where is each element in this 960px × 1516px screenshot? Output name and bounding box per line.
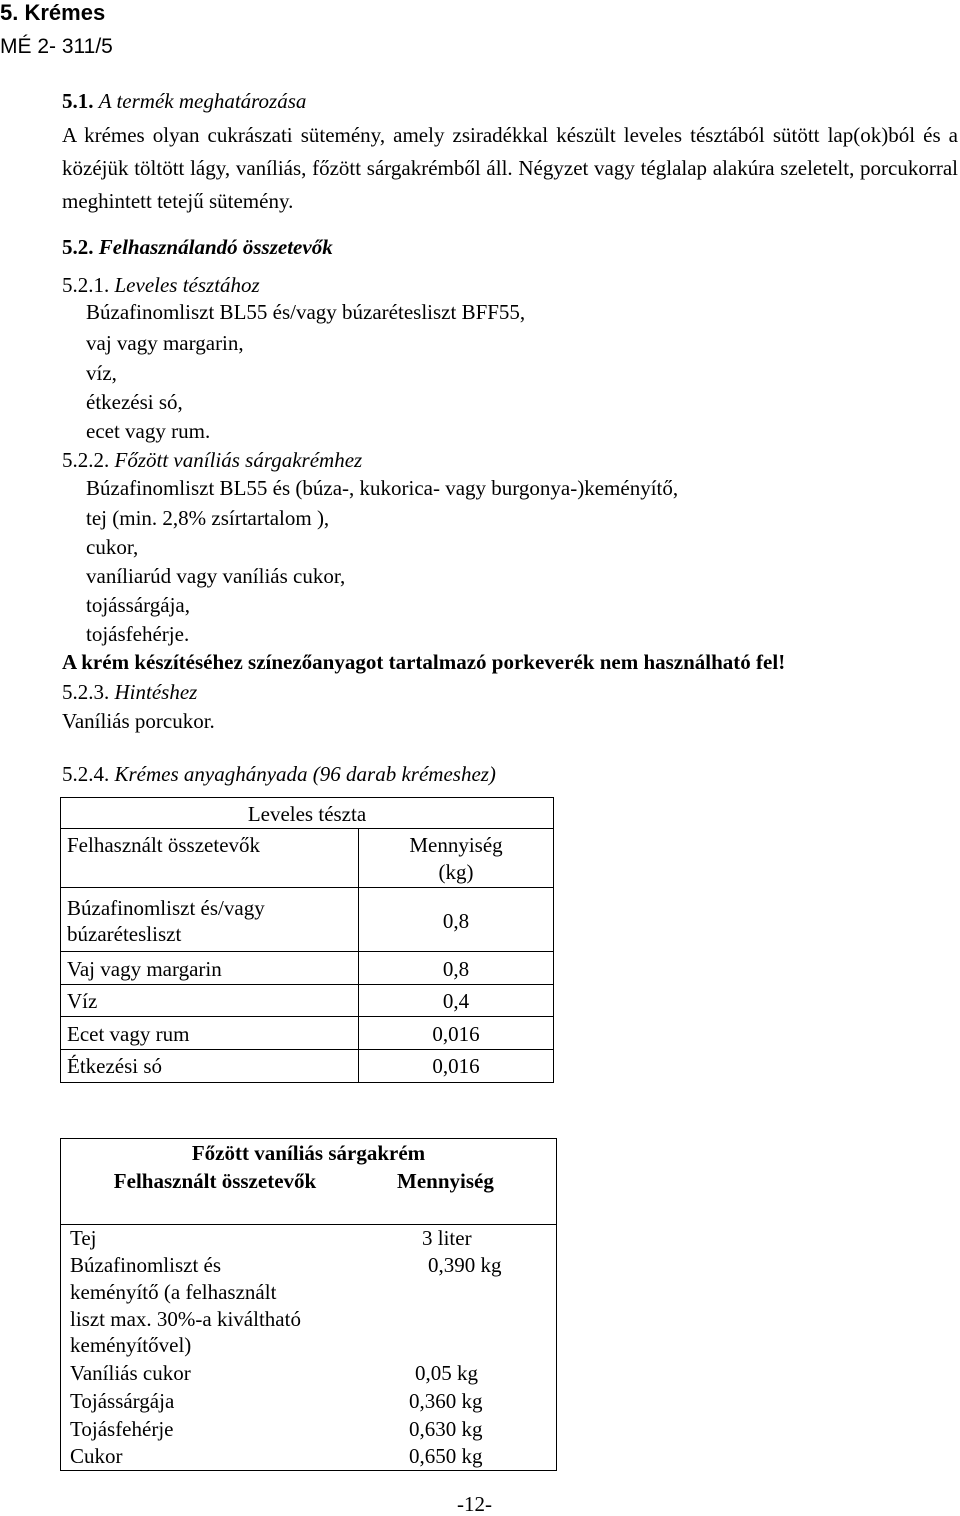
table-cell-ingredient: búzarétesliszt — [67, 922, 182, 946]
subsection-title: Leveles tésztához — [114, 273, 260, 297]
ingredient-item: tojássárgája, — [86, 593, 190, 617]
table-cell-ingredient: Vaj vagy margarin — [67, 957, 222, 981]
table-cell-ingredient: Tojássárgája — [70, 1389, 175, 1413]
table-cell-ingredient: Búzafinomliszt és — [70, 1253, 222, 1277]
subsection-5-2-3-heading — [62, 682, 197, 703]
subsection-title: Krémes anyaghányada (96 darab krémeshez) — [114, 762, 496, 786]
subsection-title: Főzött vaníliás sárgakrémhez — [114, 448, 363, 472]
table-cell-quantity: 3 liter — [422, 1226, 472, 1250]
ingredient-item: Vaníliás porcukor. — [62, 709, 215, 733]
table-cell-quantity: 0,4 — [442, 989, 470, 1013]
document-code: MÉ 2- 311/5 — [0, 35, 113, 58]
section-number: 5.1. — [62, 89, 94, 113]
ingredient-item: vaníliarúd vagy vaníliás cukor, — [86, 564, 346, 588]
subsection-5-2-4-heading — [62, 764, 496, 785]
table-title: Leveles tészta — [247, 802, 367, 826]
section-5-1-heading — [62, 91, 306, 112]
page-number: -12- — [457, 1492, 492, 1516]
table-cell-quantity: 0,630 kg — [409, 1417, 483, 1441]
table-cell-quantity: 0,390 kg — [428, 1253, 502, 1277]
table-cell-ingredient: keményítővel) — [70, 1333, 192, 1357]
column-header-ingredients: Felhasznált összetevők — [67, 833, 261, 857]
table-cell-quantity: 0,8 — [442, 957, 470, 981]
table-cell-quantity: 0,650 kg — [409, 1444, 483, 1468]
table-cell-ingredient: liszt max. 30%-a kiváltható — [70, 1307, 301, 1331]
table-cell-ingredient: Tojásfehérje — [70, 1417, 174, 1441]
ingredient-item: Búzafinomliszt BL55 és/vagy búzarétesliszt BFF55, — [86, 300, 526, 324]
table-cell-quantity: 0,016 — [432, 1054, 480, 1078]
column-header-quantity: Mennyiség — [397, 1169, 494, 1193]
ingredient-item: tojásfehérje. — [86, 622, 190, 646]
table-cell-ingredient: Búzafinomliszt és/vagy — [67, 896, 265, 920]
ingredient-item: cukor, — [86, 535, 139, 559]
subsection-5-2-2-heading — [62, 450, 362, 471]
ingredient-item: vaj vagy margarin, — [86, 331, 244, 355]
column-header-unit: (kg) — [438, 860, 474, 884]
table-cell-ingredient: Víz — [67, 989, 98, 1013]
section-number: 5.2. — [62, 235, 94, 259]
table-cell-quantity: 0,360 kg — [409, 1389, 483, 1413]
table-cell-ingredient: keményítő (a felhasznált — [70, 1280, 277, 1304]
ingredient-item: tej (min. 2,8% zsírtartalom ), — [86, 506, 330, 530]
subsection-number: 5.2.1. — [62, 273, 110, 297]
section-title: A termék meghatározása — [98, 89, 307, 113]
subsection-number: 5.2.4. — [62, 762, 110, 786]
table-cell-ingredient: Vaníliás cukor — [70, 1361, 191, 1385]
table-cell-quantity: 0,8 — [442, 909, 470, 933]
subsection-number: 5.2.2. — [62, 448, 110, 472]
table-title: Főzött vaníliás sárgakrém — [191, 1141, 426, 1165]
ingredient-item: ecet vagy rum. — [86, 419, 211, 443]
subsection-title: Hintéshez — [114, 680, 198, 704]
table-cell-ingredient: Ecet vagy rum — [67, 1022, 190, 1046]
subsection-5-2-1-heading — [62, 275, 260, 296]
table-cell-quantity: 0,016 — [432, 1022, 480, 1046]
section-5-2-heading — [62, 237, 333, 258]
table-cell-ingredient: Cukor — [70, 1444, 123, 1468]
table-cell-quantity: 0,05 kg — [415, 1361, 478, 1385]
chapter-heading: 5. Krémes — [0, 0, 106, 25]
column-header-ingredients: Felhasznált összetevők — [113, 1169, 317, 1193]
section-5-1-text: A krémes olyan cukrászati sütemény, amely zsiradékkal készült leveles tésztából sütött lap(ok)ból és a közéjük töltött lágy, vaníliás, főzött sárgakrémből áll. Négyzet vagy téglalap alakúra szeletelt, porcukorral meghintett tetejű sütemény. — [62, 123, 958, 213]
subsection-number: 5.2.3. — [62, 680, 110, 704]
section-title: Felhasználandó összetevők — [98, 235, 333, 259]
table-cell-ingredient: Étkezési só — [67, 1054, 163, 1078]
ingredient-item: Búzafinomliszt BL55 és (búza-, kukorica- vagy burgonya-)keményítő, — [86, 476, 679, 500]
ingredient-item: étkezési só, — [86, 390, 183, 414]
table-cell-ingredient: Tej — [70, 1226, 97, 1250]
ingredient-item: víz, — [86, 361, 117, 385]
column-header-quantity: Mennyiség — [409, 833, 503, 857]
warning-note: A krém készítéséhez színezőanyagot tartalmazó porkeverék nem használható fel! — [62, 650, 786, 674]
